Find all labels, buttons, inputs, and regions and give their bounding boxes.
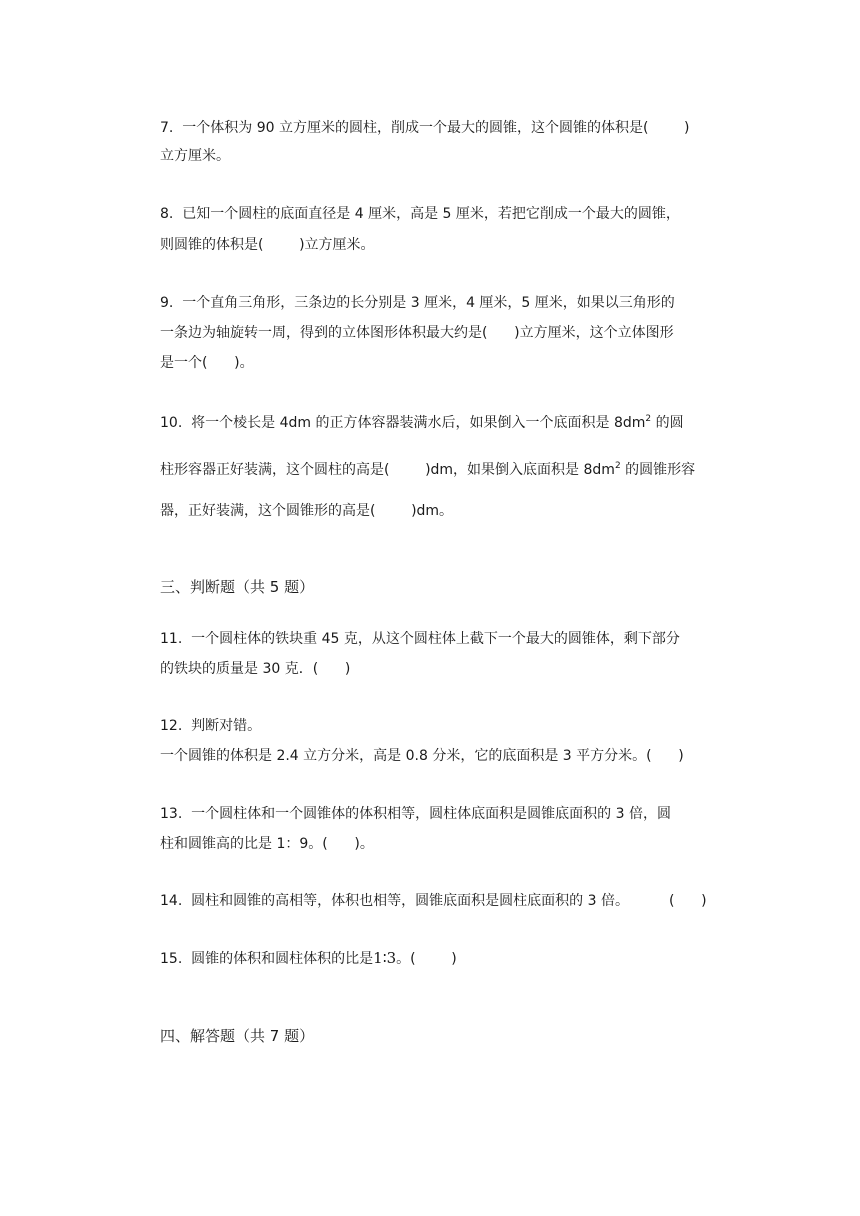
question-10-line-2-text: 柱形容器正好装满，这个圆柱的高是( )dm，如果倒入底面积是 8dm <box>160 462 615 478</box>
question-15-text: 15. 圆锥的体积和圆柱体积的比是 <box>160 951 374 967</box>
question-9-line-3: 是一个( )。 <box>160 355 254 371</box>
question-14-line-1: 14. 圆柱和圆锥的高相等，体积也相等，圆锥底面积是圆柱底面积的 3 倍。 ( ) <box>160 893 707 909</box>
question-10-line-1 <box>160 413 684 433</box>
question-11-line-2: 的铁块的质量是 30 克．( ) <box>160 661 351 677</box>
question-8-line-1: 8. 已知一个圆柱的底面直径是 4 厘米，高是 5 厘米，若把它削成一个最大的圆锥， <box>160 206 680 222</box>
question-13-line-2: 柱和圆锥高的比是 1：9。( )。 <box>160 836 374 852</box>
question-10-line-1-tail: 的圆 <box>651 415 684 431</box>
question-12-line-2: 一个圆锥的体积是 2.4 立方分米，高是 0.8 分米，它的底面积是 3 平方分米。( ) <box>160 748 684 764</box>
superscript-squared: 2 <box>614 461 621 471</box>
question-13-line-1: 13. 一个圆柱体和一个圆锥体的体积相等，圆柱体底面积是圆锥底面积的 3 倍，圆 <box>160 806 671 822</box>
ratio-one-to-three: 1∶3 <box>373 949 397 967</box>
question-11-line-1: 11. 一个圆柱体的铁块重 45 克，从这个圆柱体上截下一个最大的圆锥体，剩下部分 <box>160 631 680 647</box>
question-9-line-2: 一条边为轴旋转一周，得到的立体图形体积最大约是( )立方厘米，这个立体图形 <box>160 325 674 341</box>
section-4-heading: 四、解答题（共 7 题） <box>160 1027 315 1045</box>
question-7-line-2: 立方厘米。 <box>160 148 230 164</box>
question-10-line-2 <box>160 460 695 480</box>
question-9-line-1: 9. 一个直角三角形，三条边的长分别是 3 厘米，4 厘米，5 厘米，如果以三角形的 <box>160 295 675 311</box>
superscript-squared: 2 <box>645 414 652 424</box>
question-15-line-1 <box>160 948 457 969</box>
question-8-line-2: 则圆锥的体积是( )立方厘米。 <box>160 237 375 253</box>
question-7-line-1: 7. 一个体积为 90 立方厘米的圆柱，削成一个最大的圆锥，这个圆锥的体积是( ) <box>160 120 690 136</box>
section-3-heading: 三、判断题（共 5 题） <box>160 578 315 596</box>
question-10-line-1-text: 10. 将一个棱长是 4dm 的正方体容器装满水后，如果倒入一个底面积是 8dm <box>160 415 646 431</box>
question-15-tail: 。( ) <box>396 951 457 967</box>
question-10-line-2-tail: 的圆锥形容 <box>620 462 696 478</box>
question-12-line-1: 12. 判断对错。 <box>160 718 262 734</box>
question-10-line-3: 器，正好装满，这个圆锥形的高是( )dm。 <box>160 503 454 519</box>
